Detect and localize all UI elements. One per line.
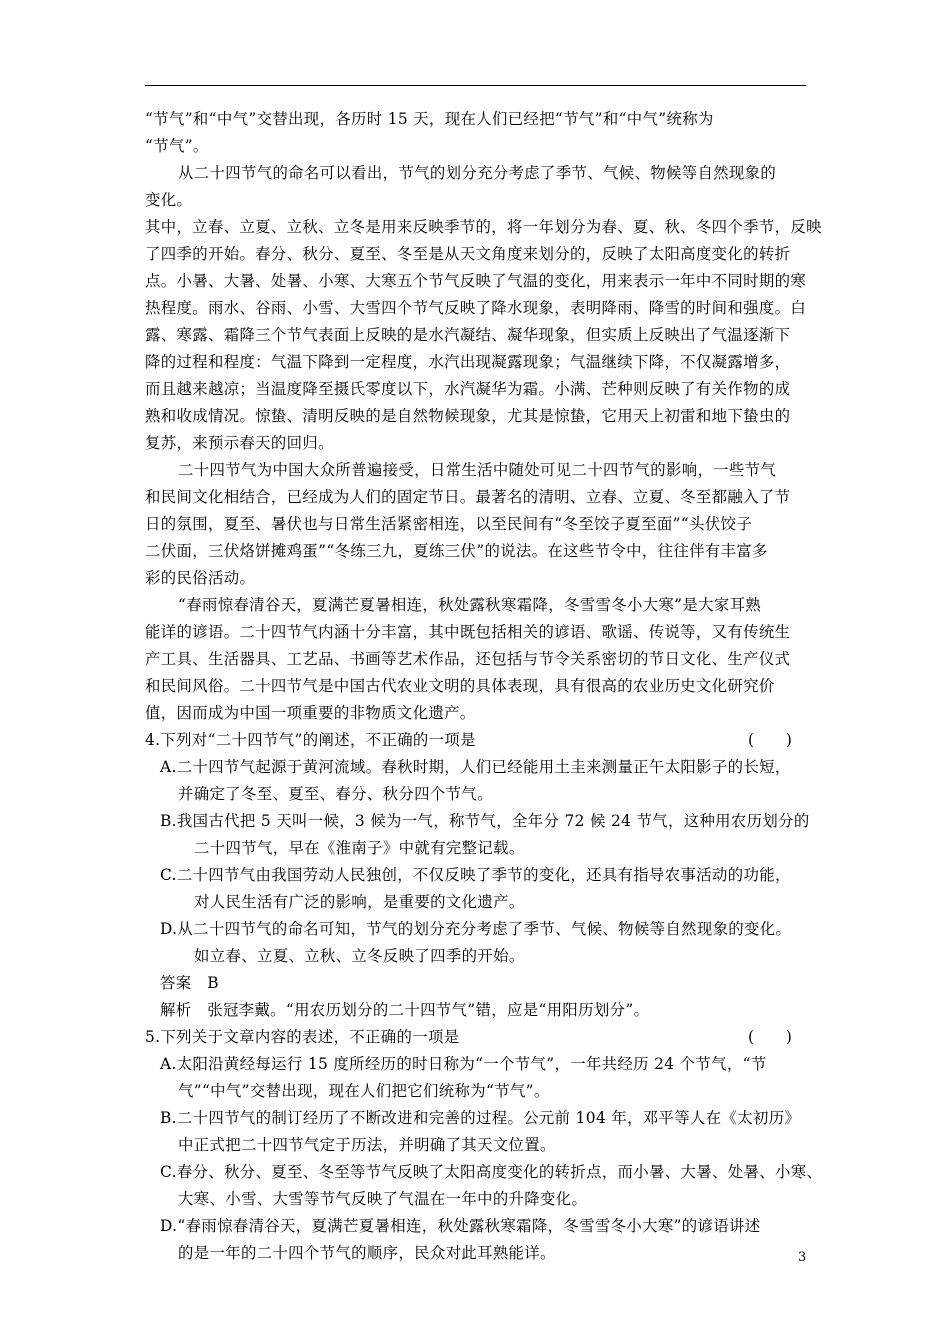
text-line: 降的过程和程度：气温下降到一定程度，水汽出现凝露现象；气温继续下降，不仅凝露增多， <box>145 353 791 371</box>
text-line: 变化。 <box>145 191 193 209</box>
text-line: B.我国古代把 5 天叫一候，3 候为一气，称节气，全年分 72 候 24 节气，这种用农历划分的 <box>160 812 810 830</box>
header-rule <box>145 85 806 86</box>
text-line: C.春分、秋分、夏至、冬至等节气反映了太阳高度变化的转折点，而小暑、大暑、处暑、小寒、 <box>160 1163 823 1181</box>
text-line: A.太阳沿黄经每运行 15 度所经历的时日称为“一个节气”，一年共经历 24 个节气，“节 <box>160 1055 767 1073</box>
text-line: 大寒、小雪、大雪等节气反映了气温在一年中的升降变化。 <box>178 1190 588 1208</box>
text-line: A.二十四节气起源于黄河流域。春秋时期，人们已经能用土圭来测量正午太阳影子的长短， <box>160 758 791 776</box>
text-line: 对人民生活有广泛的影响，是重要的文化遗产。 <box>194 893 525 911</box>
answer-bracket: ( ) <box>748 1028 793 1046</box>
answer-line: 答案 B <box>160 974 219 992</box>
text-line: 彩的民俗活动。 <box>145 569 256 587</box>
text-line: 点。小暑、大暑、处暑、小寒、大寒五个节气反映了气温的变化，用来表示一年中不同时期的寒 <box>145 272 807 290</box>
question-stem: 5.下列关于文章内容的表述，不正确的一项是 <box>145 1028 460 1046</box>
text-line: “春雨惊春清谷天，夏满芒夏暑相连，秋处露秋寒霜降，冬雪雪冬小大寒”是大家耳熟 <box>178 596 762 614</box>
text-line: C.二十四节气由我国劳动人民独创，不仅反映了季节的变化，还具有指导农事活动的功能， <box>160 866 791 884</box>
question-stem: 4.下列对“二十四节气”的阐述，不正确的一项是 <box>145 731 476 749</box>
text-line: 其中，立春、立夏、立秋、立冬是用来反映季节的，将一年划分为春、夏、秋、冬四个季节，反映 <box>145 218 822 236</box>
text-line: 如立春、立夏、立秋、立冬反映了四季的开始。 <box>194 947 525 965</box>
text-line: 和民间文化相结合，已经成为人们的固定节日。最著名的清明、立春、立夏、冬至都融入了节 <box>145 488 791 506</box>
text-line: 从二十四节气的命名可以看出，节气的划分充分考虑了季节、气候、物候等自然现象的 <box>178 164 777 182</box>
text-line: B.二十四节气的制订经历了不断改进和完善的过程。公元前 104 年，邓平等人在《太初历》 <box>160 1109 801 1127</box>
text-line: 的是一年的二十四个节气的顺序，民众对此耳熟能详。 <box>178 1244 556 1262</box>
text-line: 产工具、生活器具、工艺品、书画等艺术作品，还包括与节令关系密切的节日文化、生产仪式 <box>145 650 791 668</box>
text-line: 复苏，来预示春天的回归。 <box>145 434 334 452</box>
text-line: 并确定了冬至、夏至、春分、秋分四个节气。 <box>178 785 493 803</box>
text-line: “节气”。 <box>145 137 209 155</box>
text-line: 日的氛围，夏至、暑伏也与日常生活紧密相连，以至民间有“冬至饺子夏至面”“头伏饺子 <box>145 515 753 533</box>
text-line: 和民间风俗。二十四节气是中国古代农业文明的具体表现，具有很高的农业历史文化研究价 <box>145 677 775 695</box>
text-line: D.“春雨惊春清谷天，夏满芒夏暑相连，秋处露秋寒霜降，冬雪雪冬小大寒”的谚语讲述 <box>160 1217 761 1235</box>
text-line: D.从二十四节气的命名可知，节气的划分充分考虑了季节、气候、物候等自然现象的变化。 <box>160 920 792 938</box>
text-line: 中正式把二十四节气定于历法，并明确了其天文位置。 <box>178 1136 556 1154</box>
text-line: 而且越来越凉；当温度降至摄氏零度以下，水汽凝华为霜。小满、芒种则反映了有关作物的成 <box>145 380 791 398</box>
text-line: 热程度。雨水、谷雨、小雪、大雪四个节气反映了降水现象，表明降雨、降雪的时间和强度。白 <box>145 299 807 317</box>
text-line: “节气”和“中气”交替出现，各历时 15 天，现在人们已经把“节气”和“中气”统称为 <box>145 110 714 128</box>
text-line: 二十四节气，早在《淮南子》中就有完整记载。 <box>194 839 525 857</box>
text-line: 熟和收成情况。惊蛰、清明反映的是自然物候现象，尤其是惊蛰，它用天上初雷和地下蛰虫的 <box>145 407 791 425</box>
page-number: 3 <box>798 1250 807 1265</box>
text-line: 二伏面，三伏烙饼摊鸡蛋”“冬练三九，夏练三伏”的说法。在这些节令中，往往伴有丰富多 <box>145 542 768 560</box>
text-line: 露、寒露、霜降三个节气表面上反映的是水汽凝结、凝华现象，但实质上反映出了气温逐渐下 <box>145 326 791 344</box>
text-line: 了四季的开始。春分、秋分、夏至、冬至是从天文角度来划分的，反映了太阳高度变化的转折 <box>145 245 791 263</box>
explanation-line: 解析 张冠李戴。“用农历划分的二十四节气”错，应是“用阳历划分”。 <box>160 1001 650 1019</box>
text-line: 值，因而成为中国一项重要的非物质文化遗产。 <box>145 704 476 722</box>
text-line: 气”“中气”交替出现，现在人们把它们统称为“节气”。 <box>178 1082 550 1100</box>
text-line: 能详的谚语。二十四节气内涵十分丰富，其中既包括相关的谚语、歌谣、传说等，又有传统生 <box>145 623 791 641</box>
text-line: 二十四节气为中国大众所普遍接受，日常生活中随处可见二十四节气的影响，一些节气 <box>178 461 777 479</box>
answer-bracket: ( ) <box>748 731 793 749</box>
